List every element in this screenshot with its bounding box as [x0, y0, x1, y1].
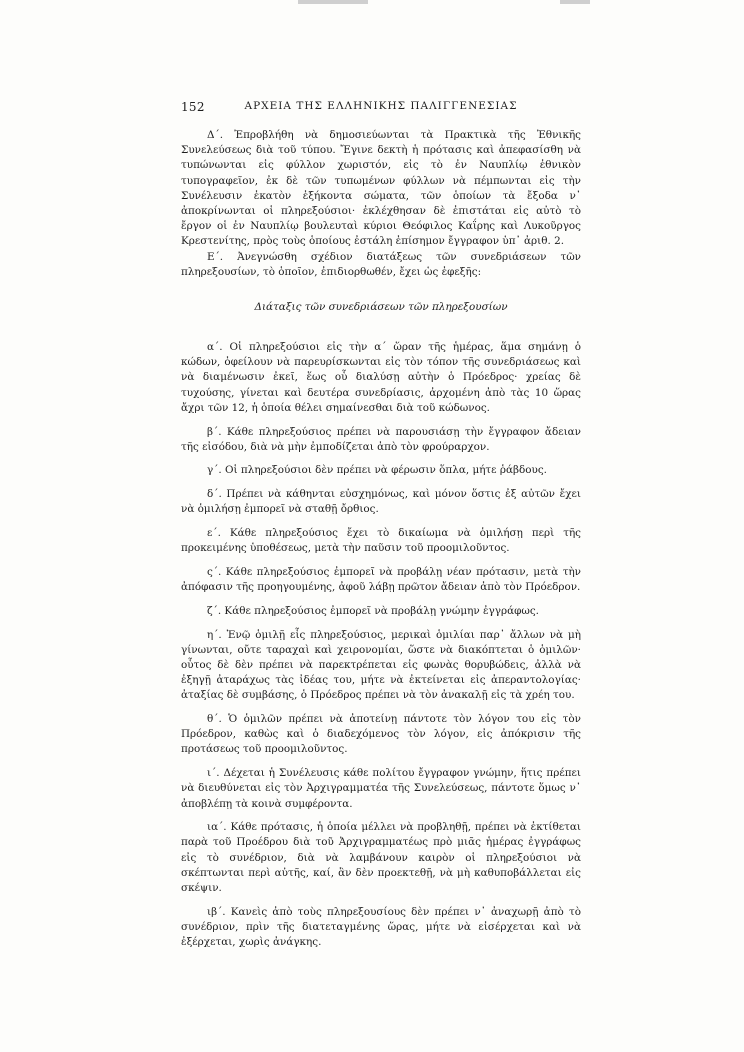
section-title: Διάταξις τῶν συνεδριάσεων τῶν πληρεξουσίων — [254, 301, 508, 313]
running-title: ΑΡΧΕΙΑ ΤΗΣ ΕΛΛΗΝΙΚΗΣ ΠΑΛΙΓΓΕΝΕΣΙΑΣ — [244, 100, 518, 112]
article-a: α΄. Οἱ πληρεξούσιοι εἰς τὴν α΄ ὥραν τῆς ἡμέρας, ἅμα σημάνῃ ὁ κώδων, ὀφείλουν νὰ παρευρίσκωνται εἰς τὸν τόπον τῆς συνεδριάσεως καὶ νὰ διαμένωσιν ἐκεῖ, ἕως οὗ διαλύσῃ αὐτὴν ὁ Πρόεδρος· χρείας δὲ τυχούσης, γίνεται καὶ δευτέρα συνεδρίασις, ἀρχομένη ἀπὸ τὰς 10 ὥρας ἄχρι τῶν 12, ἡ ὁποία θέλει σημαίνεσθαι διὰ τοῦ κώδωνος. — [181, 341, 581, 414]
intro-paragraph-d: Δ΄. Ἐπροβλήθη νὰ δημοσιεύωνται τὰ Πρακτικὰ τῆς Ἐθνικῆς Συνελεύσεως διὰ τοῦ τύπου. Ἔγινε δεκτὴ ἡ πρότασις καὶ ἀπεφασίσθη νὰ τυπώνωνται εἰς φύλλον χωριστόν, εἰς τὸ ἐν Ναυπλίῳ ἐθνικὸν τυπογραφεῖον, ἐκ δὲ τῶν τυπωμένων φύλλων νὰ πέμπωνται εἰς τὴν Συνέλευσιν ἑκατὸν ἑξήκοντα σώματα, τῶν ὁποίων τὰ ἔξοδα ν᾿ ἀποκρίνωνται οἱ πληρεξούσιοι· ἐκλέχθησαν δὲ ἐπιστάται εἰς αὐτὸ τὸ ἔργον οἱ ἐν Ναυπλίῳ βουλευταὶ κύριοι Θεόφιλος Καΐρης καὶ Λυκοῦργος Κρεστενίτης, πρὸς τοὺς ὁποίους ἐστάλη ἐπίσημον ἔγγραφον ὑπ᾿ ἀριθ. 2. — [181, 129, 581, 248]
article-e: ε΄. Κάθε πληρεξούσιος ἔχει τὸ δικαίωμα νὰ ὁμιλήσῃ περὶ τῆς προκειμένης ὑποθέσεως, μετὰ τὴν παῦσιν τοῦ προομιλοῦντος. — [181, 527, 581, 555]
article-d: δ΄. Πρέπει νὰ κάθηνται εὐσχημόνως, καὶ μόνον ὅστις ἐξ αὐτῶν ἔχει νὰ ὁμιλήσῃ ἐμπορεῖ νὰ σταθῇ ὄρθιος. — [181, 488, 581, 516]
article-g: γ΄. Οἱ πληρεξούσιοι δὲν πρέπει νὰ φέρωσιν ὅπλα, μήτε ῥάβδους. — [207, 464, 547, 477]
article-ia: ια΄. Κάθε πρότασις, ἡ ὁποία μέλλει νὰ προβληθῇ, πρέπει νὰ ἐκτίθεται παρὰ τοῦ Προέδρου διὰ τοῦ Ἀρχιγραμματέως πρὸ μιᾶς ἡμέρας ἐγγράφως εἰς τὸ συνέδριον, διὰ νὰ λαμβάνουν καιρὸν οἱ πληρεξούσιοι νὰ σκέπτωνται περὶ αὐτῆς, καί, ἂν δὲν προεκτεθῇ, νὰ μὴ καθυποβάλλεται εἰς σκέψιν. — [181, 821, 581, 895]
article-b: β΄. Κάθε πληρεξούσιος πρέπει νὰ παρουσιάσῃ τὴν ἔγγραφον ἄδειαν τῆς εἰσόδου, διὰ νὰ μὴν ἐμποδίζεται ἀπὸ τὸν φρούραρχον. — [181, 425, 581, 453]
page-number: 152 — [181, 100, 205, 114]
article-z: ζ΄. Κάθε πληρεξούσιος ἐμπορεῖ νὰ προβάλῃ γνώμην ἐγγράφως. — [207, 604, 539, 617]
intro-section — [181, 128, 581, 280]
scan-artifact — [298, 0, 368, 4]
scan-artifact — [560, 0, 590, 4]
article-h: η΄. Ἐνῷ ὁμιλῇ εἷς πληρεξούσιος, μερικαὶ ὁμιλίαι παρ᾿ ἄλλων νὰ μὴ γίνωνται, οὔτε ταραχαὶ καὶ χειρονομίαι, ὥστε νὰ διακόπτεται ὁ ὁμιλῶν· οὗτος δὲ δὲν πρέπει νὰ παρεκτρέπεται εἰς φωνὰς θορυβώδεις, ἀλλὰ νὰ ἐξηγῇ ἀταράχως τὰς ἰδέας του, μήτε νὰ ἐκτείνεται εἰς ἀπεραντολογίας· ἀταξίας δὲ συμβάσης, ὁ Πρόεδρος πρέπει νὰ τὸν ἀνακαλῇ εἰς τὰ χρέη του. — [181, 628, 581, 702]
article-ib: ιβ΄. Κανεὶς ἀπὸ τοὺς πληρεξουσίους δὲν πρέπει ν᾿ ἀναχωρῇ ἀπὸ τὸ συνέδριον, πρὶν τῆς διατεταγμένης ὥρας, μήτε νὰ εἰσέρχεται καὶ νὰ ἐξέρχεται, χωρὶς ἀνάγκης. — [181, 905, 581, 949]
page-header — [181, 100, 581, 118]
article-st: ς΄. Κάθε πληρεξούσιος ἐμπορεῖ νὰ προβάλῃ νέαν πρότασιν, μετὰ τὴν ἀπόφασιν τῆς προηγουμένης, ἀφοῦ λάβῃ πρῶτον ἄδειαν ἀπὸ τὸν Πρόεδρον. — [181, 565, 581, 594]
article-i: ι΄. Δέχεται ἡ Συνέλευσις κάθε πολίτου ἔγγραφον γνώμην, ἥτις πρέπει νὰ διευθύνεται εἰς τὸν Ἀρχιγραμματέα τῆς Συνελεύσεως, πάντοτε ὅμως ν᾿ ἀποβλέπῃ τὰ κοινὰ συμφέροντα. — [181, 767, 581, 810]
intro-paragraph-e: Ε΄. Ἀνεγνώσθη σχέδιον διατάξεως τῶν συνεδριάσεων τῶν πληρεξουσίων, τὸ ὁποῖον, ἐπιδιορθωθέν, ἔχει ὡς ἐφεξῆς: — [181, 250, 581, 278]
articles-section — [181, 340, 581, 959]
article-th: θ΄. Ὁ ὁμιλῶν πρέπει νὰ ἀποτείνῃ πάντοτε τὸν λόγον του εἰς τὸν Πρόεδρον, καθὼς καὶ ὁ διαδεχόμενος τὸν λόγον, εἰς ἀπόκρισιν τῆς προτάσεως τοῦ προομιλοῦντος. — [181, 713, 581, 756]
